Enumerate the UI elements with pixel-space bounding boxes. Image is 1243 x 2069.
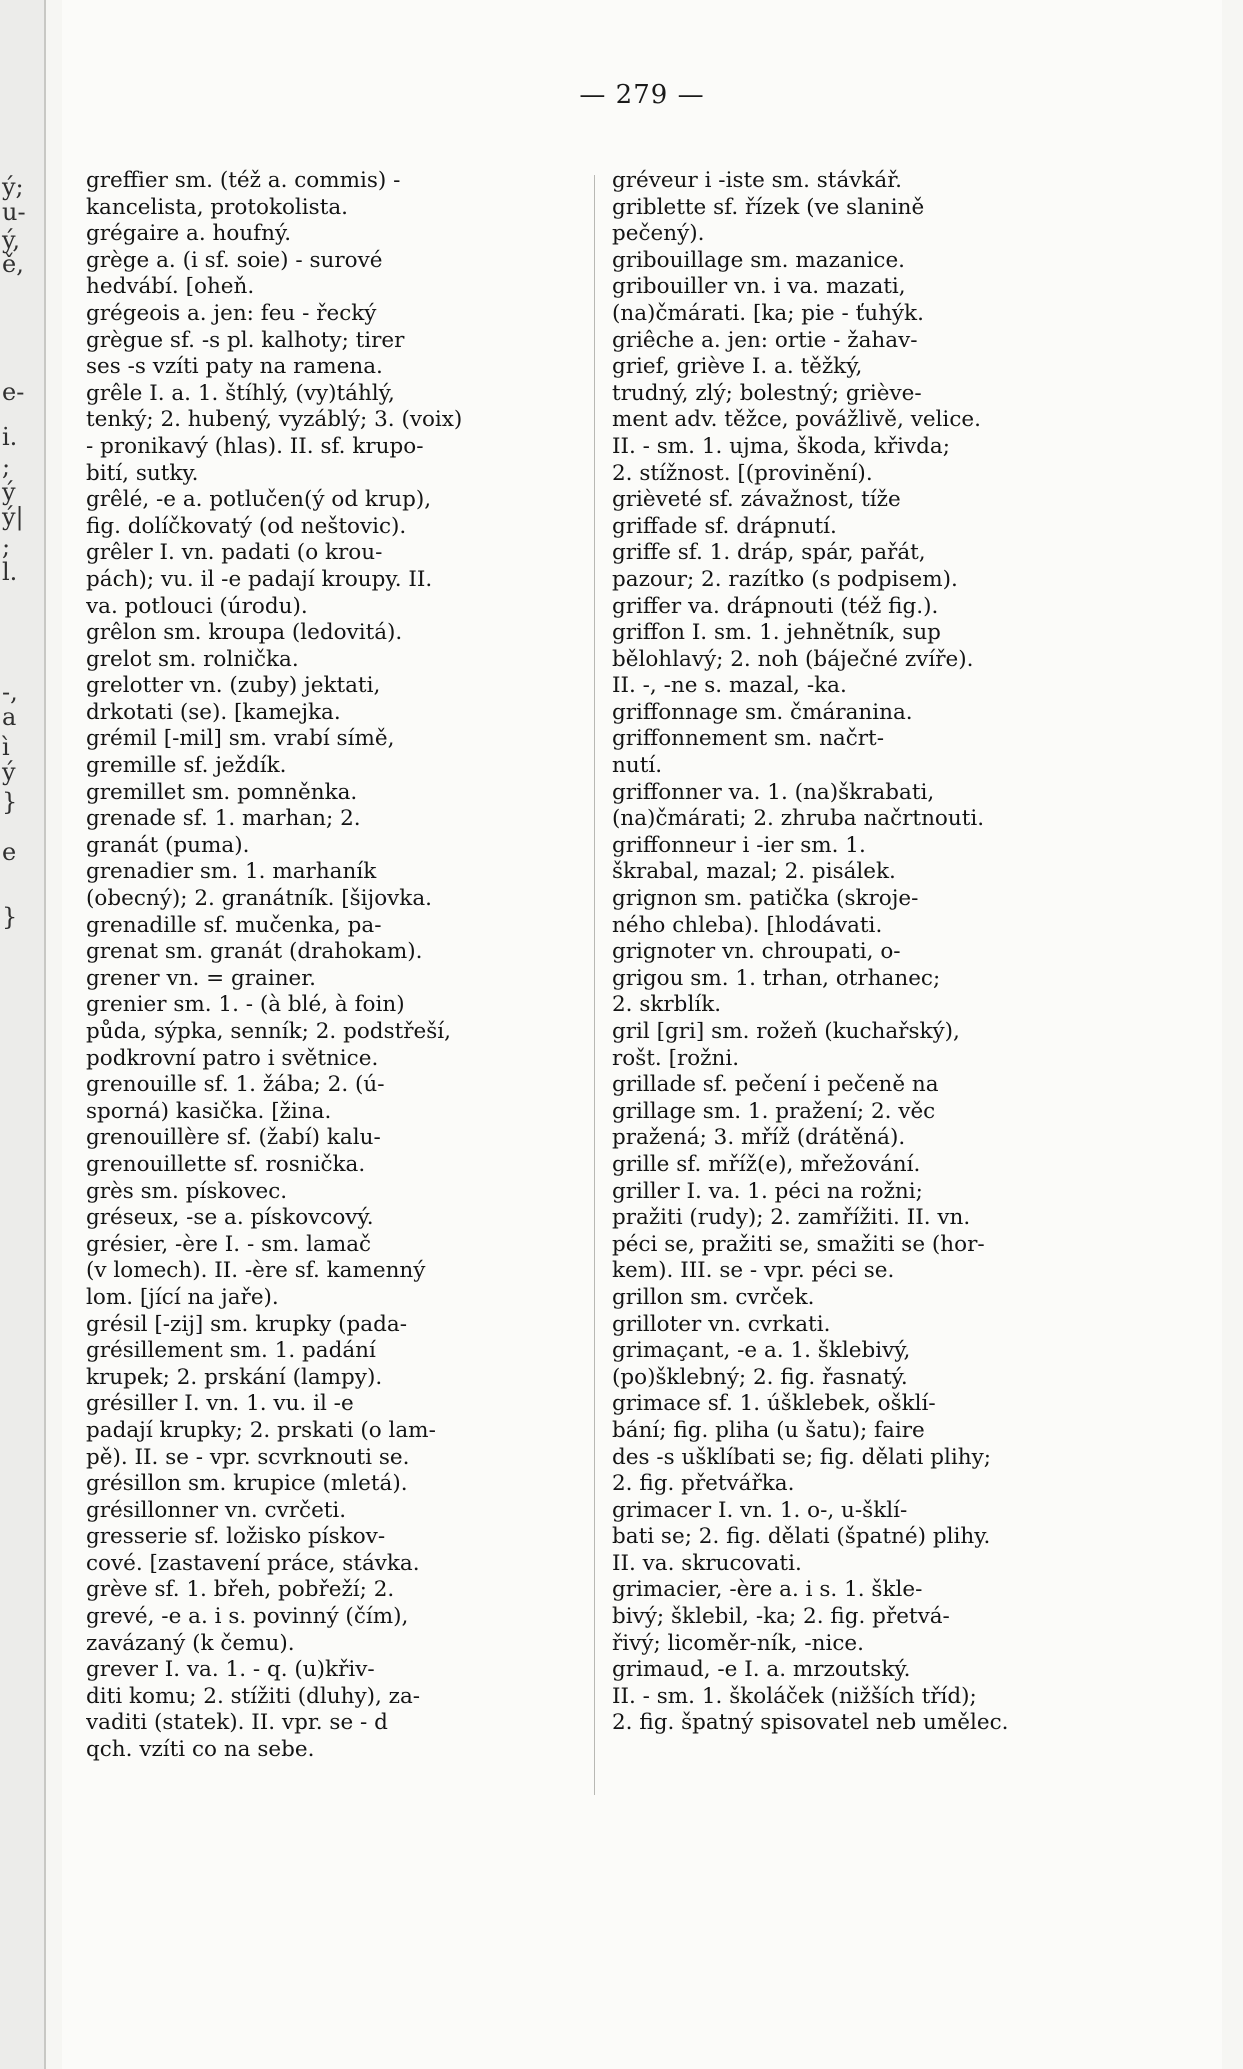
entry-line: grésiller I. vn. 1. vu. il -e: [86, 1391, 354, 1417]
entry-line: grillade sf. pečení i pečeně na: [612, 1072, 939, 1098]
edge-fragment: u-: [2, 198, 26, 226]
entry-line: (na)čmárati; 2. zhruba načrtnouti.: [612, 806, 985, 832]
entry-line: grêlé, -e a. potlučen(ý od krup),: [86, 487, 432, 513]
entry-line: hedvábí. [oheň.: [86, 274, 255, 300]
entry-line: škrabal, mazal; 2. pisálek.: [612, 859, 896, 885]
edge-fragment: ì: [2, 733, 10, 761]
entry-line: pách); vu. il -e padají kroupy. II.: [86, 566, 433, 592]
entry-line: grès sm. pískovec.: [86, 1178, 288, 1204]
edge-fragment: e-: [2, 378, 25, 406]
edge-fragment: ý;: [2, 173, 24, 201]
entry-line: pazour; 2. razítko (s podpisem).: [612, 566, 958, 592]
entry-line: grelot sm. rolnička.: [86, 646, 299, 672]
entry-line: grenadier sm. 1. marhaník: [86, 859, 377, 885]
entry-line: grésillement sm. 1. padání: [86, 1338, 376, 1364]
entry-line: drkotati (se). [kamejka.: [86, 699, 341, 725]
entry-line: grêlon sm. kroupa (ledovitá).: [86, 620, 403, 646]
entry-line: greffier sm. (též a. commis) -: [86, 168, 401, 193]
entry-line: cové. [zastavení práce, stávka.: [86, 1550, 420, 1576]
entry-line: bání; fig. pliha (u šatu); faire: [612, 1417, 925, 1443]
entry-line: (na)čmárati. [ka; pie - ťuhýk.: [612, 300, 924, 326]
entry-line: nutí.: [612, 753, 663, 779]
entry-line: trudný, zlý; bolestný; grièvе-: [612, 380, 922, 406]
edge-fragment: ý,: [2, 226, 20, 254]
previous-page-edge: [0, 0, 46, 2069]
entry-line: ného chleba). [hlodávati.: [612, 912, 883, 938]
entry-line: II. va. skrucovati.: [612, 1550, 802, 1576]
entry-line: grêle I. a. 1. štíhlý, (vy)táhlý,: [86, 380, 395, 406]
edge-fragment: ;: [2, 453, 11, 481]
entry-line: 2. fig. špatný spisovatel neb umělec.: [612, 1710, 1009, 1736]
entry-line: bití, sutky.: [86, 460, 199, 486]
entry-line: grenat sm. granát (drahokam).: [86, 939, 423, 965]
entry-line: pražená; 3. mříž (drátěná).: [612, 1125, 906, 1151]
entry-line: grimacer I. vn. 1. o-, u-šklí-: [612, 1497, 908, 1523]
entry-line: 2. skrblík.: [612, 992, 722, 1018]
page-number: — 279 —: [579, 80, 705, 110]
entry-line: padají krupky; 2. prskati (o lam-: [86, 1417, 436, 1443]
entry-line: griller I. va. 1. péci na rožni;: [612, 1178, 923, 1204]
entry-line: gribouillage sm. mazanice.: [612, 247, 906, 273]
entry-line: grésillonner vn. cvrčeti.: [86, 1497, 347, 1523]
entry-line: (obecný); 2. granátník. [šijovka.: [86, 886, 432, 912]
entry-line: grener vn. = grainer.: [86, 965, 317, 991]
entry-line: grimaud, -e I. a. mrzoutský.: [612, 1657, 911, 1683]
entry-line: bivý; šklebil, -ka; 2. fig. přetvá-: [612, 1604, 950, 1630]
entry-line: grilloter vn. cvrkati.: [612, 1311, 831, 1337]
entry-line: grenouille sf. 1. žába; 2. (ú-: [86, 1072, 385, 1098]
entry-line: grégaire a. houfný.: [86, 221, 292, 247]
entry-line: 2. stížnost. [(provinění).: [612, 460, 873, 486]
entry-line: fig. dolíčkovatý (od neštovic).: [86, 513, 407, 539]
edge-fragment: ý: [2, 478, 16, 506]
entry-line: péci se, pražiti se, smažiti se (hor-: [612, 1231, 985, 1257]
entry-line: (v lomech). II. -ère sf. kamenný: [86, 1258, 426, 1284]
entry-line: gribouiller vn. i va. mazati,: [612, 274, 906, 300]
edge-fragment: ý|: [2, 503, 24, 531]
edge-fragment: }: [2, 903, 18, 931]
entry-line: II. - sm. 1. ujma, škoda, křivda;: [612, 433, 950, 459]
entry-line: pražiti (rudy); 2. zamřížiti. II. vn.: [612, 1205, 971, 1231]
entry-line: II. - sm. 1. školáček (nižších tříd);: [612, 1683, 977, 1709]
entry-line: grignoter vn. chroupati, o-: [612, 939, 901, 965]
entry-line: griffonnage sm. čmáranina.: [612, 699, 913, 725]
entry-line: grief, griève I. a. těžký,: [612, 354, 863, 380]
entry-line: griffade sf. drápnutí.: [612, 513, 837, 539]
entry-line: tenký; 2. hubený, vyzáblý; 3. (voix): [86, 407, 463, 433]
entry-line: grenadille sf. mučenka, pa-: [86, 912, 382, 938]
dictionary-page: [62, 0, 1222, 2069]
entry-line: qch. vzíti co na sebe.: [86, 1737, 315, 1763]
edge-fragment: ě,: [2, 250, 24, 278]
left-column: [86, 168, 554, 1764]
entry-line: grègue sf. -s pl. kalhoty; tirer: [86, 327, 405, 353]
entry-line: grêler I. vn. padati (o krou-: [86, 540, 383, 566]
entry-line: grimaçant, -e a. 1. šklebivý,: [612, 1338, 911, 1364]
entry-line: pě). II. se - vpr. scvrknouti se.: [86, 1444, 410, 1470]
entry-line: 2. fig. přetvářka.: [612, 1471, 795, 1497]
entry-line: pečený).: [612, 221, 705, 247]
entry-line: gril [gri] sm. rožeň (kuchařský),: [612, 1019, 960, 1044]
entry-line: gremille sf. ježdík.: [86, 753, 287, 779]
entry-line: grévеur i -iste sm. stávkář.: [612, 168, 902, 193]
entry-line: diti komu; 2. stížiti (dluhy), za-: [86, 1683, 421, 1709]
entry-line: griblette sf. řízek (ve slanině: [612, 194, 925, 220]
entry-line: vaditi (statek). II. vpr. se - d: [86, 1710, 388, 1736]
entry-line: griffe sf. 1. dráp, spár, pařát,: [612, 540, 926, 566]
column-gap: [594, 175, 595, 1795]
entry-line: grigou sm. 1. trhan, otrhanec;: [612, 965, 941, 991]
entry-line: - pronikavý (hlas). II. sf. krupo-: [86, 433, 424, 459]
edge-fragment: ý: [2, 758, 16, 786]
entry-line: griêche a. jen: ortie - žahav-: [612, 327, 918, 353]
entry-line: grever I. va. 1. - q. (u)křiv-: [86, 1657, 375, 1683]
entry-line: gréseux, -se a. pískovcový.: [86, 1205, 374, 1231]
entry-line: grimace sf. 1. úšklebek, ošklí-: [612, 1391, 936, 1417]
entry-line: podkrovní patro i světnice.: [86, 1045, 379, 1071]
entry-line: (po)šklebný; 2. fig. řasnatý.: [612, 1364, 908, 1390]
entry-line: griffer va. drápnouti (též fig.).: [612, 593, 939, 619]
entry-line: bělohlavý; 2. noh (báječné zvíře).: [612, 646, 974, 672]
entry-line: bati se; 2. fig. dělati (špatné) plihy.: [612, 1524, 991, 1550]
entry-line: sporná) kasička. [žina.: [86, 1098, 332, 1124]
entry-line: grillon sm. cvrček.: [612, 1284, 815, 1310]
entry-line: griffonnement sm. načrt-: [612, 726, 884, 752]
entry-line: grenade sf. 1. marhan; 2.: [86, 806, 361, 832]
entry-line: grésillon sm. krupice (mletá).: [86, 1471, 408, 1497]
edge-fragment: l.: [2, 558, 18, 586]
entry-line: rošt. [rožni.: [612, 1045, 740, 1071]
entry-line: gresserie sf. ložisko pískov-: [86, 1524, 386, 1550]
entry-line: II. -, -ne s. mazal, -ka.: [612, 673, 847, 699]
entry-line: griffonner va. 1. (na)škrabati,: [612, 779, 935, 805]
entry-line: griffonneur i -ier sm. 1.: [612, 832, 866, 858]
edge-fragment: ;: [2, 533, 11, 561]
entry-line: grève sf. 1. břeh, pobřeží; 2.: [86, 1577, 395, 1603]
entry-line: ses -s vzíti paty na ramena.: [86, 354, 383, 380]
entry-line: zavázaný (k čemu).: [86, 1630, 295, 1656]
entry-line: grège a. (i sf. soie) - surové: [86, 247, 383, 273]
entry-line: kancelista, protokolista.: [86, 194, 348, 220]
entry-line: grièveté sf. závažnost, tíže: [612, 487, 901, 513]
entry-line: grille sf. mříž(e), mřežování.: [612, 1151, 921, 1177]
entry-line: griffon I. sm. 1. jehnětník, sup: [612, 620, 941, 646]
entry-line: ment adv. těžce, povážlivě, velice.: [612, 407, 981, 433]
edge-fragment: -,: [2, 678, 18, 706]
entry-line: grésil [-zij] sm. krupky (pada-: [86, 1311, 407, 1337]
edge-fragment: a: [2, 703, 17, 731]
entry-line: půda, sýpka, senník; 2. podstřeší,: [86, 1019, 451, 1044]
entry-line: lom. [jící na jaře).: [86, 1284, 279, 1310]
entry-line: grésier, -ère I. - sm. lamač: [86, 1231, 372, 1257]
right-column: [612, 168, 1108, 1737]
edge-fragment: e: [2, 838, 17, 866]
entry-line: grimacier, -ère a. i s. 1. škle-: [612, 1577, 923, 1603]
entry-line: gremillet sm. pomněnka.: [86, 779, 358, 805]
entry-line: des -s ušklíbati se; fig. dělati plihy;: [612, 1444, 991, 1470]
entry-line: grégeois a. jen: feu - řecký: [86, 300, 377, 326]
edge-fragment: }: [2, 788, 18, 816]
entry-line: granát (puma).: [86, 832, 250, 858]
entry-line: grenouillette sf. rosnička.: [86, 1151, 366, 1177]
edge-fragment: i.: [2, 423, 18, 451]
entry-line: grelotter vn. (zuby) jektati,: [86, 673, 381, 699]
entry-line: grignon sm. patička (skroje-: [612, 886, 919, 912]
entry-line: krupek; 2. prskání (lampy).: [86, 1364, 383, 1390]
entry-line: va. potlouci (úrodu).: [86, 593, 308, 619]
entry-line: grevé, -e a. i s. povinný (čím),: [86, 1604, 409, 1630]
entry-line: grenouillère sf. (žabí) kalu-: [86, 1125, 381, 1151]
entry-line: kem). III. se - vpr. péci se.: [612, 1258, 895, 1284]
entry-line: grenier sm. 1. - (à blé, à foin): [86, 992, 405, 1018]
entry-line: grémil [-mil] sm. vrabí símě,: [86, 726, 395, 752]
entry-line: řivý; licoměr-ník, -nice.: [612, 1630, 864, 1656]
entry-line: grillage sm. 1. pražení; 2. věc: [612, 1098, 936, 1124]
